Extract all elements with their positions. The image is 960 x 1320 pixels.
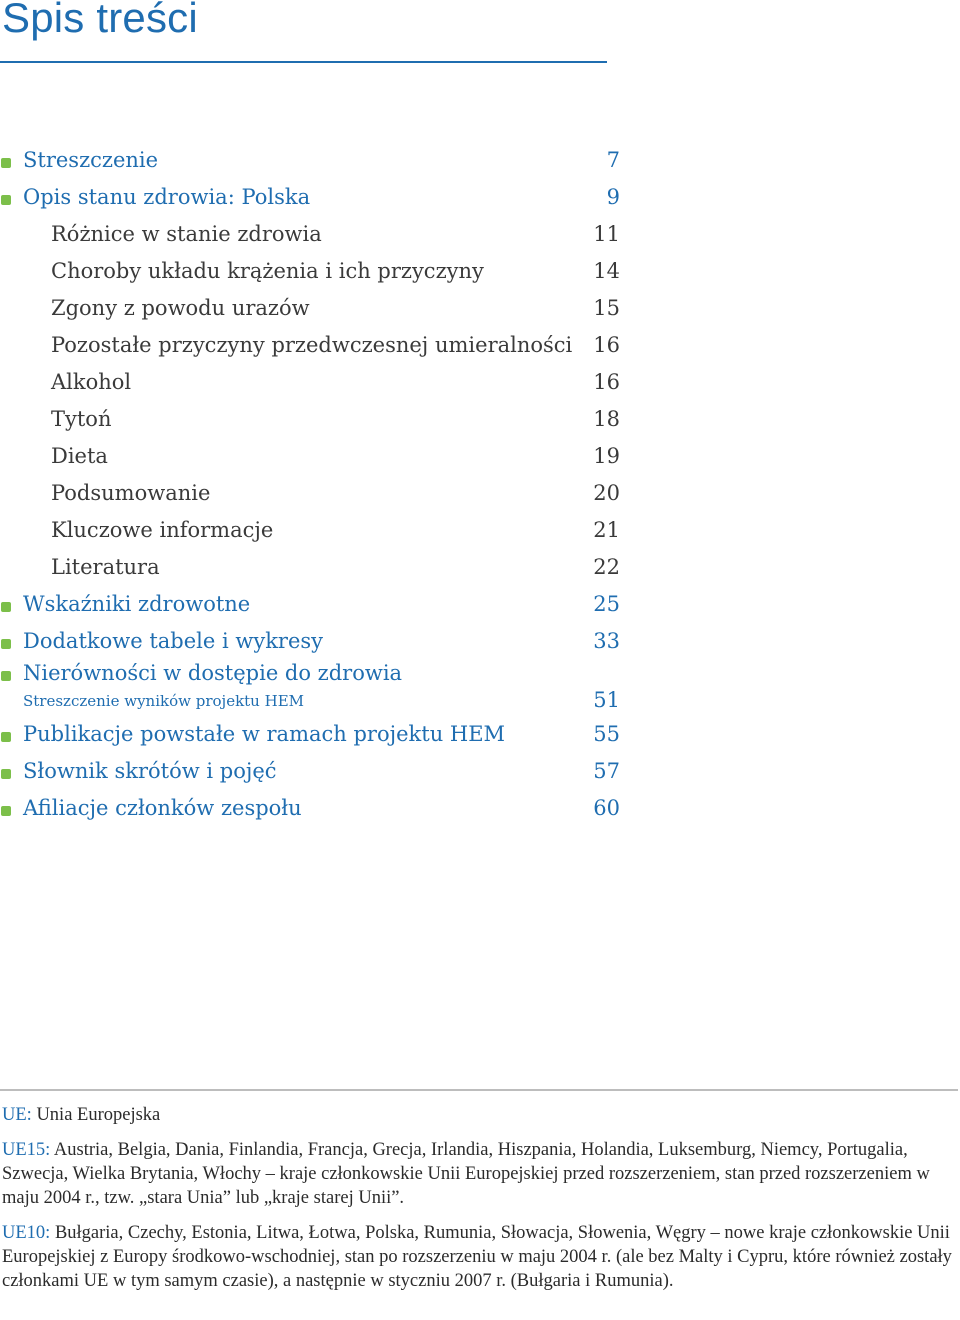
note-ue <box>2 1103 958 1127</box>
note-text: Bułgaria, Czechy, Estonia, Litwa, Łotwa, Polska, Rumunia, Słowacja, Słowenia, Węgry – nowe kraje członkowskie Unii Europejskiej z Europy środkowo-wschodniej, stan po rozszerzeniu w maju 2004 r. (ale bez Malty i Cypru, które również zostały członkami UE w tym samym czasie), a następnie w styczniu 2007 r. (Bułgaria i Rumunia). <box>2 1223 952 1291</box>
toc-entry-page: 16 <box>593 370 620 394</box>
title-divider <box>0 61 607 63</box>
toc-subentry-tyton[interactable] <box>0 401 620 438</box>
toc-entry-label: Pozostałe przyczyny przedwczesnej umieralności <box>51 333 573 357</box>
toc-subentry-pozostale[interactable] <box>0 327 620 364</box>
toc-entry-page: 16 <box>593 333 620 357</box>
toc-entry-publikacje[interactable] <box>0 716 620 753</box>
note-ue15 <box>2 1138 958 1210</box>
toc-subentry-streszczenie-hem[interactable] <box>0 687 620 716</box>
toc-entry-page: 57 <box>593 759 620 783</box>
toc-entry-label: Literatura <box>51 555 160 579</box>
toc-entry-page: 11 <box>593 222 620 246</box>
toc-subentry-choroby[interactable] <box>0 253 620 290</box>
square-bullet-icon <box>1 602 11 612</box>
toc-entry-label: Publikacje powstałe w ramach projektu HEM <box>23 722 506 746</box>
toc-entry-afiliacje[interactable] <box>0 790 620 827</box>
toc-entry-label: Zgony z powodu urazów <box>51 296 310 320</box>
toc-subentry-kluczowe-informacje[interactable] <box>0 512 620 549</box>
toc-entry-page: 33 <box>593 629 620 653</box>
toc-entry-page: 22 <box>593 555 620 579</box>
toc-entry-label: Kluczowe informacje <box>51 518 274 542</box>
toc-subentry-alkohol[interactable] <box>0 364 620 401</box>
square-bullet-icon <box>1 195 11 205</box>
toc-entry-page: 18 <box>593 407 620 431</box>
note-key: UE15: <box>2 1140 51 1160</box>
toc-entry-page: 20 <box>593 481 620 505</box>
toc-entry-label: Streszczenie wyników projektu HEM <box>23 692 305 710</box>
toc-entry-label: Wskaźniki zdrowotne <box>23 592 251 616</box>
toc-entry-label: Streszczenie <box>23 148 159 172</box>
toc-entry-label: Choroby układu krążenia i ich przyczyny <box>51 259 484 283</box>
toc-entry-page: 55 <box>593 722 620 746</box>
toc-entry-page: 14 <box>593 259 620 283</box>
note-text: Austria, Belgia, Dania, Finlandia, Francja, Grecja, Irlandia, Hiszpania, Holandia, Luksemburg, Niemcy, Portugalia, Szwecja, Wielka Brytania, Włochy – kraje członkowskie Unii Europejskiej przed rozszerzeniem, stan przed rozszerzeniem w maju 2004 r., tzw. „stara Unia” lub „kraje starej Unii”. <box>2 1140 930 1208</box>
notes-divider <box>0 1089 958 1091</box>
square-bullet-icon <box>1 769 11 779</box>
toc-entry-label: Różnice w stanie zdrowia <box>51 222 322 246</box>
square-bullet-icon <box>1 671 11 681</box>
square-bullet-icon <box>1 639 11 649</box>
note-text: Unia Europejska <box>31 1105 161 1125</box>
toc-entry-opis-stanu-zdrowia[interactable] <box>0 179 620 216</box>
toc-entry-label: Opis stanu zdrowia: Polska <box>23 185 311 209</box>
toc-entry-page: 25 <box>593 592 620 616</box>
toc-entry-streszczenie[interactable] <box>0 142 620 179</box>
square-bullet-icon <box>1 806 11 816</box>
toc-entry-page: 7 <box>606 148 620 172</box>
toc-entry-label: Alkohol <box>51 370 132 394</box>
toc-entry-label: Dieta <box>51 444 108 468</box>
toc-entry-dodatkowe-tabele[interactable] <box>0 623 620 660</box>
toc-entry-label: Nierówności w dostępie do zdrowia <box>23 661 403 685</box>
page-title: Spis treści <box>2 0 198 41</box>
toc-subentry-roznice[interactable] <box>0 216 620 253</box>
toc-entry-nierownosci[interactable] <box>0 660 620 687</box>
note-key: UE10: <box>2 1223 51 1243</box>
toc-subentry-podsumowanie[interactable] <box>0 475 620 512</box>
toc-entry-label: Dodatkowe tabele i wykresy <box>23 629 324 653</box>
toc-subentry-dieta[interactable] <box>0 438 620 475</box>
abbreviation-notes <box>2 1103 958 1304</box>
toc-entry-page: 19 <box>593 444 620 468</box>
toc-entry-label: Tytoń <box>51 407 112 431</box>
toc-entry-label: Słownik skrótów i pojęć <box>23 759 277 783</box>
note-ue10 <box>2 1221 958 1293</box>
toc-entry-page: 9 <box>606 185 620 209</box>
toc-subentry-zgony[interactable] <box>0 290 620 327</box>
toc-subentry-literatura[interactable] <box>0 549 620 586</box>
toc-entry-label: Afiliacje członków zespołu <box>23 796 302 820</box>
table-of-contents <box>0 142 620 827</box>
toc-entry-wskazniki[interactable] <box>0 586 620 623</box>
square-bullet-icon <box>1 158 11 168</box>
toc-entry-page: 21 <box>593 518 620 542</box>
note-key: UE: <box>2 1105 32 1125</box>
toc-entry-page: 15 <box>593 296 620 320</box>
toc-entry-label: Podsumowanie <box>51 481 211 505</box>
toc-entry-page: 51 <box>593 688 620 712</box>
toc-entry-slownik[interactable] <box>0 753 620 790</box>
square-bullet-icon <box>1 732 11 742</box>
toc-entry-page: 60 <box>593 796 620 820</box>
